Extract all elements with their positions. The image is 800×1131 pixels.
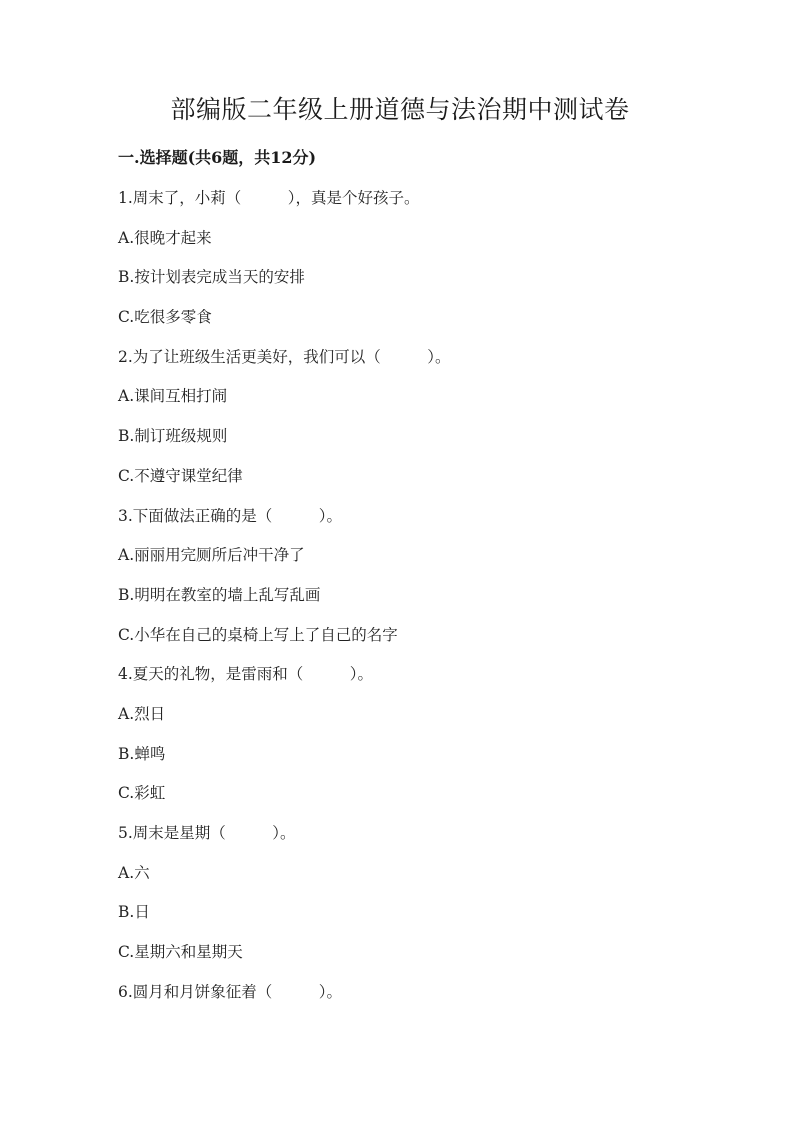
question-1-option-a: A.很晚才起来: [118, 228, 212, 247]
page-title: 部编版二年级上册道德与法治期中测试卷: [170, 95, 630, 124]
question-2-option-a: A.课间互相打闹: [118, 387, 228, 406]
question-2-option-b: B.制订班级规则: [118, 427, 228, 446]
question-2-stem: 2.为了让班级生活更美好，我们可以（ ）。: [118, 347, 451, 366]
question-4-option-c: C.彩虹: [118, 784, 166, 803]
question-6-stem: 6.圆月和月饼象征着（ ）。: [118, 982, 343, 1001]
question-5-option-b: B.日: [118, 903, 150, 922]
question-3-option-b: B.明明在教室的墙上乱写乱画: [118, 585, 321, 604]
question-5-stem: 5.周末是星期（ ）。: [118, 824, 296, 842]
question-list: [118, 186, 758, 1019]
question-3-option-c: C.小华在自己的桌椅上写上了自己的名字: [118, 625, 398, 644]
question-5-option-c: C.星期六和星期天: [118, 943, 243, 962]
question-4-option-a: A.烈日: [118, 704, 166, 723]
question-2-option-c: C.不遵守课堂纪律: [118, 466, 243, 485]
question-4-stem: 4.夏天的礼物，是雷雨和（ ）。: [118, 665, 374, 684]
question-1-stem: 1.周末了，小莉（ ），真是个好孩子。: [118, 189, 420, 207]
question-3-stem: 3.下面做法正确的是（ ）。: [118, 506, 343, 525]
question-1-option-b: B.按计划表完成当天的安排: [118, 268, 305, 287]
question-1-option-c: C.吃很多零食: [118, 308, 212, 327]
section-heading: 一.选择题(共6题，共12分): [118, 148, 317, 167]
question-5-option-a: A.六: [118, 863, 150, 882]
question-3-option-a: A.丽丽用完厕所后冲干净了: [118, 546, 305, 565]
question-4-option-b: B.蝉鸣: [118, 744, 166, 763]
